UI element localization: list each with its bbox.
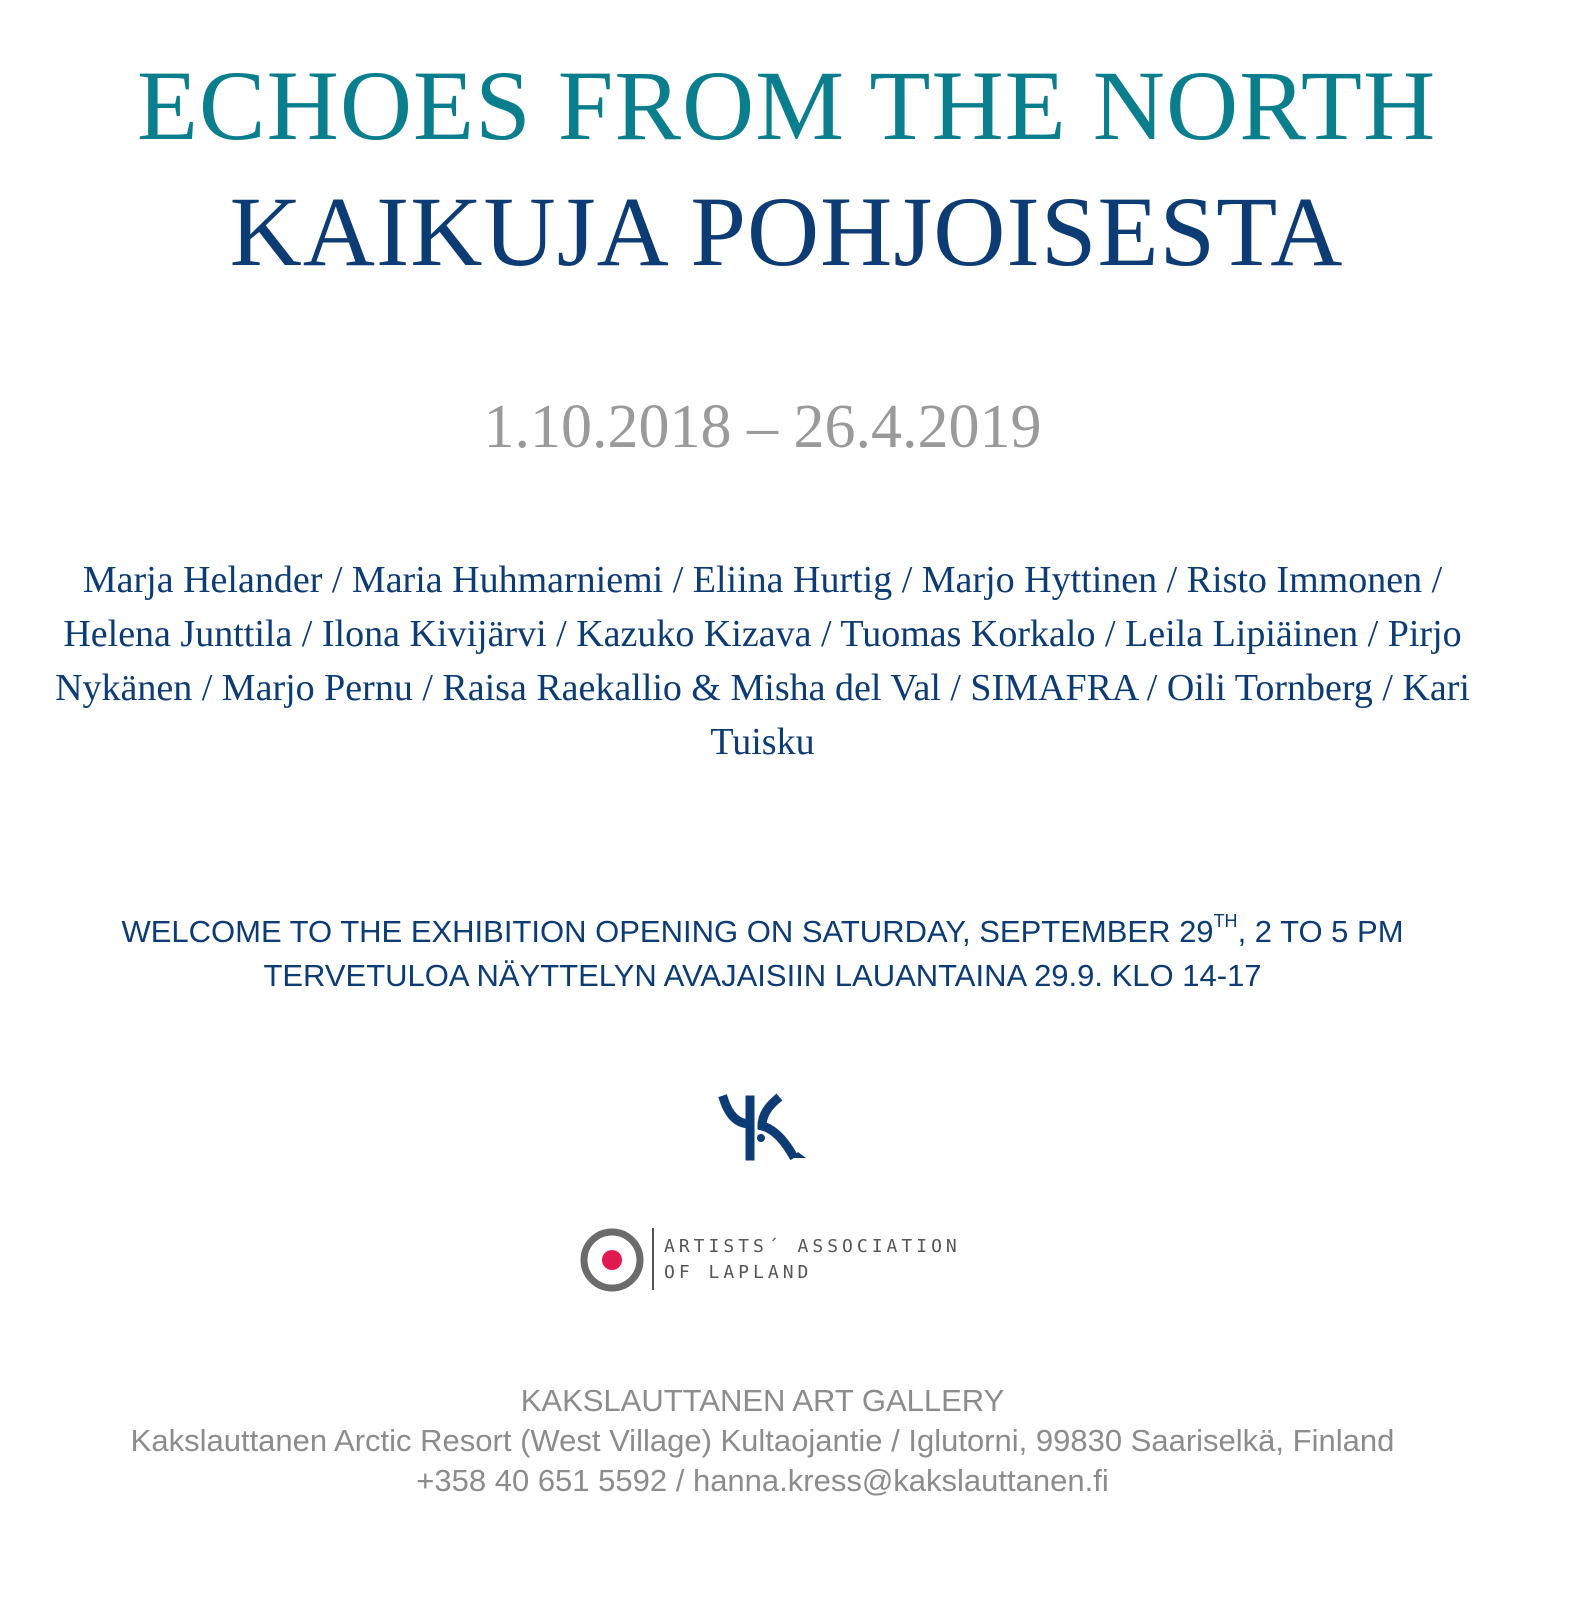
opening-text-after: , 2 TO 5 PM bbox=[1237, 914, 1404, 949]
gallery-name: KAKSLAUTTANEN ART GALLERY bbox=[520, 1383, 1005, 1418]
title-finnish: KAIKUJA POHJOISESTA bbox=[229, 176, 1344, 287]
logo-divider bbox=[652, 1228, 654, 1290]
ordinal-suffix: TH bbox=[1213, 910, 1238, 931]
opening-invitation-english bbox=[0, 910, 1525, 954]
target-circle-icon bbox=[580, 1228, 644, 1292]
opening-invitation bbox=[0, 910, 1525, 998]
gallery-address: Kakslauttanen Arctic Resort (West Village) Kultaojantie / Iglutorni, 99830 Saariselkä, Finland bbox=[130, 1423, 1395, 1458]
gallery-contact: +358 40 651 5592 / hanna.kress@kakslauttanen.fi bbox=[416, 1463, 1109, 1498]
association-name-line-2: OF LAPLAND bbox=[664, 1262, 813, 1283]
opening-text-before: WELCOME TO THE EXHIBITION OPENING ON SATURDAY, SEPTEMBER 29 bbox=[121, 914, 1214, 949]
exhibition-dates: 1.10.2018 – 26.4.2019 bbox=[483, 393, 1042, 461]
k-monogram-icon bbox=[716, 1090, 812, 1166]
association-name bbox=[664, 1234, 961, 1286]
title-english: ECHOES FROM THE NORTH bbox=[136, 50, 1437, 161]
association-logo bbox=[580, 1226, 960, 1292]
opening-invitation-finnish: TERVETULOA NÄYTTELYN AVAJAISIIN LAUANTAINA 29.9. KLO 14-17 bbox=[263, 958, 1262, 993]
artist-list: Marja Helander / Maria Huhmarniemi / Eliina Hurtig / Marjo Hyttinen / Risto Immonen / Helena Junttila / Ilona Kivijärvi / Kazuko Kizava / Tuomas Korkalo / Leila Lipiäinen / Pirjo Nykänen / Marjo Pernu / Raisa Raekallio & Misha del Val / SIMAFRA / Oili Tornberg / Kari Tuisku bbox=[55, 559, 1470, 763]
gallery-info bbox=[0, 1381, 1525, 1501]
association-name-line-1: ARTISTS´ ASSOCIATION bbox=[664, 1236, 961, 1257]
